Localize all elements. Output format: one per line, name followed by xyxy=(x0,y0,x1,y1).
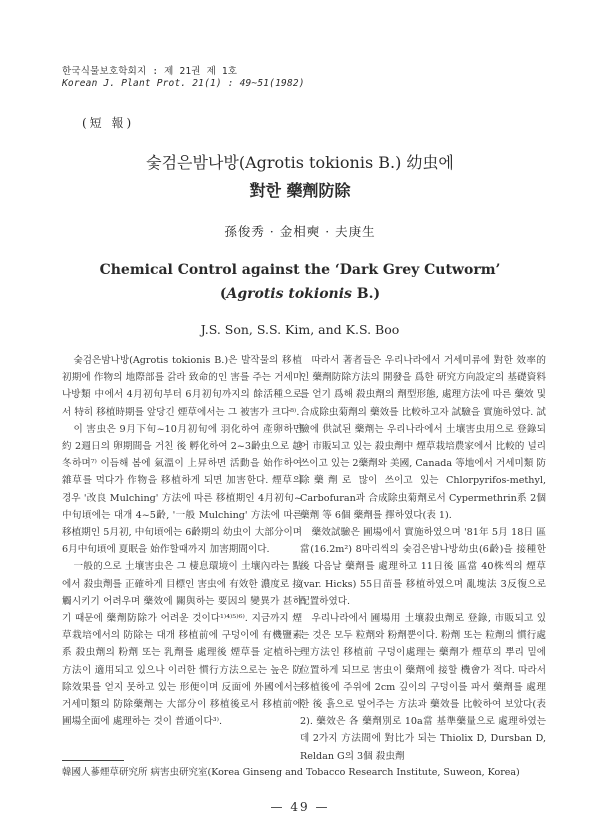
paragraph: 이 害虫은 9月下旬~10月初旬에 羽化하여 產卵하면 約 2週日의 卵期間을 거친 後 孵化하여 2~3齡虫으로 越冬하며⁷⁾ 이듬해 봄에 氣溫이 上昇하면 活動을 始作하여 雜草를 먹다가 作物을 移植하게 되면 加害한다. 煙草의 경우 '改良 Mulching' 方法에 따른 移植期인 4月初旬~中旬頃에는 대개 4~5齡, '一般 Mulching' 方法에 따른 移植期인 5月初, 中旬頃에는 6齡期의 幼虫이 大部分이며 6月中旬頃에 夏眠을 始作할때까지 加害期間이다. xyxy=(62,423,302,556)
authors-english: J.S. Son, S.S. Kim, and K.S. Boo xyxy=(200,322,400,337)
title-english-line1: Chemical Control against the ‘Dark Grey Cutworm’ xyxy=(99,262,501,278)
title-korean-line2: 對한 藥劑防除 xyxy=(249,181,351,200)
authors-korean: 孫俊秀 · 金相奭 · 夫庚生 xyxy=(224,224,376,239)
journal-line-korean: 한국식물보호학회지 : 제 21권 제 1호 xyxy=(62,66,238,77)
body-column-left xyxy=(62,352,302,730)
page-number: — 49 — xyxy=(270,800,330,814)
footnote-divider xyxy=(62,760,124,761)
paragraph: 따라서 著者들은 우리나라에서 거세미류에 對한 效率的인 藥劑防除方法의 開發을 爲한 研究方向設定의 基礎資料를 얻기 爲해 殺虫劑의 劑型形態, 處理方法에 따른 藥效 및 合成除虫菊劑의 藥效를 比較하고자 試驗을 實施하였다. 試驗에 供試된 藥劑는 우리나라에서 土壤害虫用으로 登錄되어 市販되고 있는 殺虫劑中 煙草栽培農家에서 比較的 널리 쓰이고 있는 2藥劑와 美國, Canada 等地에서 거세미類 防除藥劑로 많이 쓰이고 있는 Chlorpyrifos-methyl, Carbofuran과 合成除虫菊劑로서 Cypermethrin系 2個 藥劑 等 6個 藥劑를 擇하였다(表 1). xyxy=(300,355,547,521)
section-label: (短 報) xyxy=(82,116,135,130)
body-column-right xyxy=(300,352,546,765)
paragraph: 一般的으로 土壤害虫은 그 棲息環境이 土壤內라는 點에서 殺虫劑를 正確하게 目標인 害虫에 有效한 濃度로 接觸시키기 어려우며 藥效에 關與하는 要因의 變異가 甚하기 때문에 藥劑防除가 어려운 것이다¹⁾⁴⁾⁵⁾⁶⁾. 지금까지 煙草栽培에서의 防除는 대개 移植前에 구덩이에 有機鹽素系 殺虫劑의 粉劑 또는 乳劑를 處理後 煙草를 定植하는 方法이 適用되고 있으나 이러한 慣行方法으로는 높은 防除效果를 얻지 못하고 있는 形便이며 反面에 外國에서는 거세미類의 防除藥劑는 大部分이 移植後로서 移植前에 圃場全面에 處理하는 것이 普通이다³⁾. xyxy=(62,561,302,728)
scientific-name: Agrotis tokionis xyxy=(226,286,352,302)
journal-header xyxy=(62,66,305,90)
journal-line-english: Korean J. Plant Prot. 21(1) : 49~51(1982) xyxy=(62,78,305,89)
paragraph: 숯검은밤나방(Agrotis tokionis B.)은 발작물의 移植初期에 作物의 地際部를 갉라 致命的인 害를 주는 거세미나방類 中에서 4月初旬부터 6月初旬까지의 餘活種으로서 特히 移植時期를 앞당긴 煙草에서는 그 被害가 크다⁸⁾. xyxy=(62,355,302,418)
title-english-line2: (Agrotis tokionis B.) xyxy=(219,286,381,302)
paragraph: 우리나라에서 圃場用 土壤殺虫劑로 登錄, 市販되고 있는 것은 모두 粒劑와 粉劑뿐이다. 粉劑 또는 粒劑의 慣行處理方法인 移植前 구덩이處理는 藥劑가 煙草의 뿌리 밑에 位置하게 되므로 害虫이 藥劑에 接할 機會가 적다. 따라서 移植後에 주위에 2cm 깊이의 구덩이를 파서 藥劑를 處理한 後 흙으로 덮어주는 方法과 藥效를 比較하여 보았다(表 2). 藥效은 各 藥劑別로 10a當 基準藥量으로 處理하였는데 2가지 方法間에 對比가 되는 Thiolix D, Dursban D, Reldan G의 3個 殺虫劑 xyxy=(300,613,546,762)
footnote-affiliation: 韓國人蔘煙草研究所 病害虫研究室(Korea Ginseng and Tobacco Research Institute, Suweon, Korea) xyxy=(62,767,520,778)
title-korean-line1: 숯검은밤나방(Agrotis tokionis B.) 幼虫에 xyxy=(146,153,454,172)
paragraph: 藥效試驗은 圃場에서 實施하였으며 '81年 5月 18日 區當(16.2m²) 8마리씩의 숯검은밤나방幼虫(6齡)을 接種한 後 다음날 藥劑를 處理하고 11日後 區當 40株씩의 煙草(var. Hicks) 55日苗를 移植하였으며 亂塊法 3反復으로 配置하였다. xyxy=(300,527,546,607)
